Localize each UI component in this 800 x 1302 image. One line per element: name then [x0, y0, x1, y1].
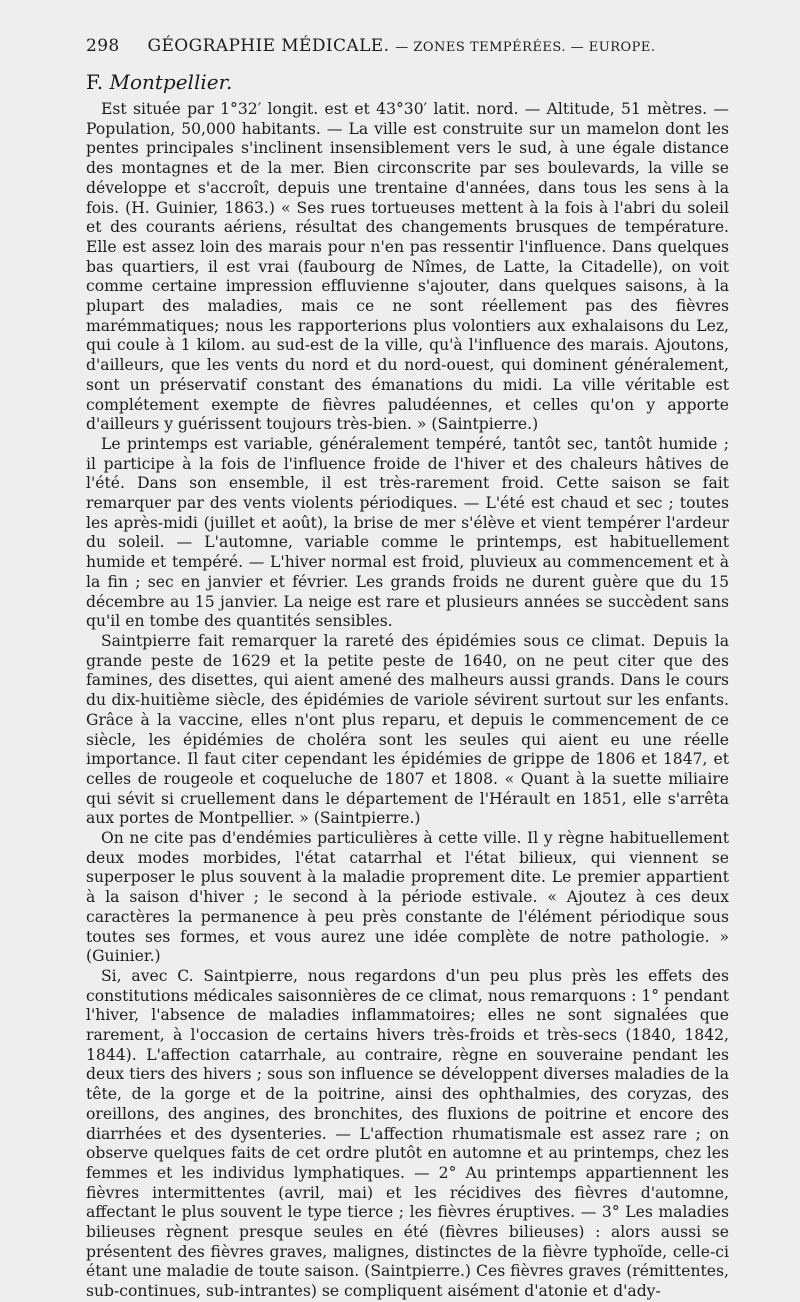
- body-text: [86, 100, 729, 1302]
- paragraph-seasons: Le printemps est variable, généralement tempéré, tantôt sec, tantôt humide ; il participe à la fois de l'influence froide de l'hiver et des chaleurs hâtives de l'été. Dans son ensemble, il est très-rarement froid. Cette saison se fait remarquer par des vents violents périodiques. — L'été est chaud et sec ; toutes les après-midi (juillet et août), la brise de mer s'élève et vient tempérer l'ardeur du soleil. — L'automne, variable comme le printemps, est habituellement humide et tempéré. — L'hiver normal est froid, pluvieux au commencement et à la fin ; sec en janvier et février. Les grands froids ne durent guère que du 15 décembre au 15 janvier. La neige est rare et plusieurs années se succèdent sans qu'il en tombe des quantités sensibles.: [86, 434, 729, 631]
- header-subtitle: — ZONES TEMPÉRÉES. — EUROPE.: [395, 40, 656, 55]
- paragraph-constitutions: Si, avec C. Saintpierre, nous regardons d'un peu plus près les effets des constitutions médicales saisonnières de ce climat, nous remarquons : 1° pendant l'hiver, l'absence de maladies inflammatoires; elles ne sont signalées que rarement, à l'occasion de certains hivers très-froids et très-secs (1840, 1842, 1844). L'affection catarrhale, au contraire, règne en souveraine pendant les deux tiers des hivers ; sous son influence se développent diverses maladies de la tête, de la gorge et de la poitrine, ainsi des ophthalmies, des coryzas, des oreillons, des angines, des bronchites, des fluxions de poitrine et encore des diarrhées et des dysenteries. — L'affection rhumatismale est assez rare ; on observe quelques faits de cet ordre plutôt en automne et au printemps, chez les femmes et les individus lymphatiques. — 2° Au printemps appartiennent les fièvres intermittentes (avril, mai) et les récidives des fièvres d'automne, affectant le plus souvent le type tierce ; les fièvres éruptives. — 3° Les maladies bilieuses règnent presque seules en été (fièvres bilieuses) : alors aussi se présentent des fièvres graves, malignes, distinctes de la fièvre typhoïde, celle-ci étant une maladie de toute saison. (Saintpierre.) Ces fièvres graves (rémittentes, sub-continues, sub-intrantes) se compliquent aisément d'atonie et d'ady-: [86, 966, 729, 1301]
- paragraph-epidemics: Saintpierre fait remarquer la rareté des épidémies sous ce climat. Depuis la grande peste de 1629 et la petite peste de 1640, on ne peut citer que des famines, des disettes, qui aient amené des malheurs aussi grands. Dans le cours du dix-huitième siècle, des épidémies de variole sévirent surtout sur les enfants. Grâce à la vaccine, elles n'ont plus reparu, et depuis le commencement de ce siècle, les épidémies de choléra sont les seules qui aient eu une réelle importance. Il faut citer cependant les épidémies de grippe de 1806 et 1847, et celles de rougeole et coqueluche de 1807 et 1808. « Quant à la suette miliaire qui sévit si cruellement dans le département de l'Hérault en 1851, elle s'arrêta aux portes de Montpellier. » (Saintpierre.): [86, 631, 729, 828]
- paragraph-endemics: On ne cite pas d'endémies particulières à cette ville. Il y règne habituellement deux modes morbides, l'état catarrhal et l'état bilieux, qui viennent se superposer le plus souvent à la maladie proprement dite. Le premier appartient à la saison d'hiver ; le second à la période estivale. « Ajoutez à ces deux caractères la permanence à peu près constante de l'élément périodique sous toutes ses formes, et vous aurez une idée complète de notre pathologie. » (Guinier.): [86, 829, 729, 966]
- paragraph-location: Est située par 1°32′ longit. est et 43°30′ latit. nord. — Altitude, 51 mètres. — Population, 50,000 habitants. — La ville est construite sur un mamelon dont les pentes principales s'inclinent insensiblement vers le sud, à une égale distance des montagnes et de la mer. Bien circonscrite par ses boulevards, la ville se développe et s'accroît, depuis une trentaine d'années, dans tous les sens à la fois. (H. Guinier, 1863.) « Ses rues tortueuses mettent à la fois à l'abri du soleil et des courants aériens, résultat des changements brusques de température. Elle est assez loin des marais pour n'en pas ressentir l'influence. Dans quelques bas quartiers, il est vrai (faubourg de Nîmes, de Latte, la Citadelle), on voit comme certaine impression effluvienne s'ajouter, dans quelques saisons, à la plupart des maladies, mais ce ne sont réellement pas des fièvres marémmatiques; nous les rapporterions plus volontiers aux exhalaisons du Lez, qui coule à 1 kilom. au sud-est de la ville, qu'à l'influence des marais. Ajoutons, d'ailleurs, que les vents du nord et du nord-ouest, qui dominent généralement, sont un préservatif constant des émanations du midi. La ville véritable est complétement exempte de fièvres paludéennes, et celles qu'on y apporte d'ailleurs y guérissent toujours très-bien. » (Saintpierre.): [86, 100, 729, 434]
- section-heading: [86, 70, 232, 94]
- section-title: Montpellier.: [109, 70, 233, 94]
- running-header: [86, 36, 686, 56]
- header-title: GÉOGRAPHIE MÉDICALE.: [147, 36, 390, 56]
- section-letter: F.: [86, 70, 104, 94]
- page-number: 298: [86, 36, 120, 56]
